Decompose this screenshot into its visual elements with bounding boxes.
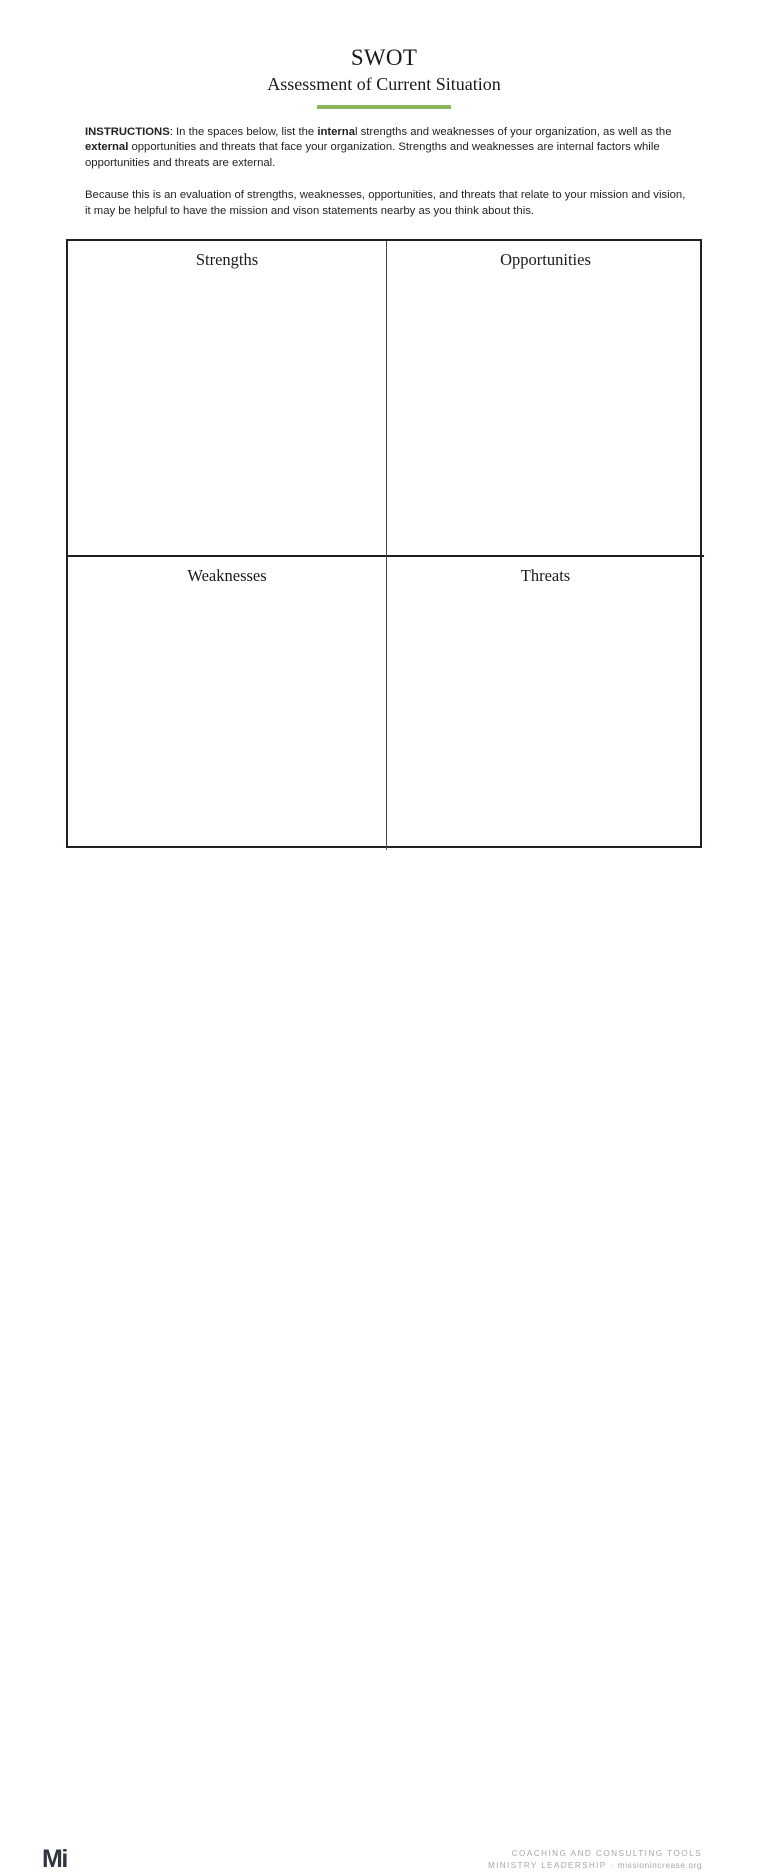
footer-tagline-1: COACHING AND CONSULTING TOOLS [511, 1849, 702, 1858]
instructions-paragraph-2: Because this is an evaluation of strengths, weaknesses, opportunities, and threats that relate to your mission and vision, it may be helpful to have the mission and vison statements nearby as you think about this. [85, 189, 686, 217]
page-title: SWOT [350, 45, 418, 70]
instructions-p1-middle: strengths and weaknesses of your organization, as well as the [357, 126, 672, 138]
instructions-bold-external: external [85, 141, 129, 154]
swot-quadrant-label-opportunities: Opportunities [500, 250, 591, 269]
instructions-bold-internal: interna [317, 126, 355, 138]
swot-quadrant-label-weaknesses: Weaknesses [187, 566, 267, 585]
instructions-block [85, 125, 693, 219]
swot-entry-area-strengths[interactable] [68, 273, 386, 555]
page-footer [0, 920, 768, 1873]
swot-quadrant-threats [386, 555, 704, 850]
footer-separator: · [606, 1860, 618, 1870]
swot-quadrant-strengths [68, 241, 386, 555]
swot-entry-area-opportunities[interactable] [387, 273, 704, 555]
footer-website-url[interactable]: missionincrease.org [617, 1860, 702, 1870]
page-title-block [0, 44, 768, 109]
mission-increase-logo: Mi [42, 1845, 67, 1873]
page-subtitle: Assessment of Current Situation [267, 74, 501, 94]
instructions-p1-end: opportunities and threats that face your organization. Strengths and weaknesses are internal factors while opportunities and threats are external. [85, 141, 660, 169]
swot-quadrant-opportunities [386, 241, 704, 555]
swot-entry-area-threats[interactable] [387, 589, 704, 850]
footer-tagline-2 [488, 1860, 702, 1872]
instructions-p1-lead: : In the spaces below, list the [169, 126, 318, 138]
title-divider-rule [317, 105, 451, 109]
swot-entry-area-weaknesses[interactable] [68, 589, 386, 850]
swot-quadrant-weaknesses [68, 555, 386, 850]
footer-text-block [488, 1848, 702, 1871]
instructions-paragraph-1 [85, 125, 693, 171]
instructions-internal-tail: l [354, 126, 358, 138]
swot-quadrant-label-threats: Threats [520, 566, 571, 585]
swot-matrix [66, 239, 702, 848]
swot-quadrant-label-strengths: Strengths [195, 250, 259, 269]
footer-ministry-label: MINISTRY LEADERSHIP [487, 1860, 607, 1870]
instructions-label: INSTRUCTIONS [85, 126, 170, 138]
